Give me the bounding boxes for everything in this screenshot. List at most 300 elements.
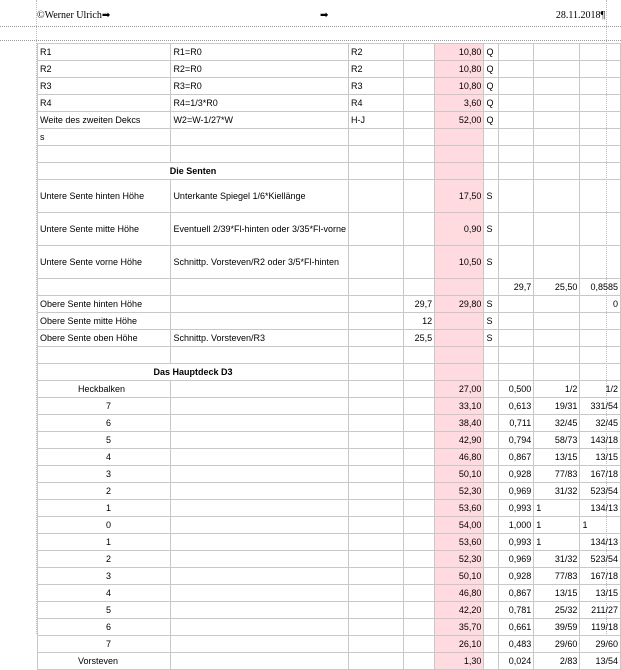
table-cell[interactable] (484, 449, 499, 466)
table-cell[interactable] (534, 296, 580, 313)
table-cell[interactable]: 134/13 (580, 500, 621, 517)
table-cell[interactable] (403, 95, 434, 112)
table-cell[interactable] (171, 347, 349, 364)
table-cell[interactable] (171, 653, 349, 670)
table-cell[interactable] (435, 347, 484, 364)
table-cell[interactable] (171, 146, 349, 163)
table-cell[interactable]: 0,993 (499, 500, 534, 517)
table-cell[interactable] (403, 585, 434, 602)
table-cell[interactable] (499, 330, 534, 347)
table-cell[interactable] (484, 602, 499, 619)
table-cell[interactable] (349, 347, 404, 364)
table-cell[interactable]: 25,50 (534, 279, 580, 296)
table-cell[interactable] (499, 112, 534, 129)
table-cell[interactable] (171, 381, 349, 398)
table-cell[interactable]: 0,969 (499, 483, 534, 500)
table-cell[interactable]: 25/32 (534, 602, 580, 619)
table-cell[interactable] (499, 78, 534, 95)
table-cell[interactable] (349, 619, 404, 636)
table-cell[interactable]: Heckbalken (38, 381, 171, 398)
table-cell[interactable]: R4 (38, 95, 171, 112)
table-cell[interactable]: R4 (349, 95, 404, 112)
table-cell[interactable] (403, 500, 434, 517)
table-cell[interactable]: 167/18 (580, 568, 621, 585)
table-cell[interactable]: Vorsteven (38, 653, 171, 670)
table-cell[interactable] (580, 213, 621, 246)
table-cell[interactable] (435, 146, 484, 163)
table-cell[interactable]: 13/15 (580, 449, 621, 466)
table-cell[interactable] (580, 112, 621, 129)
table-cell[interactable]: 13/15 (534, 585, 580, 602)
table-cell[interactable]: 3,60 (435, 95, 484, 112)
table-cell[interactable]: S (484, 313, 499, 330)
table-cell[interactable] (171, 466, 349, 483)
table-cell[interactable] (484, 653, 499, 670)
table-cell[interactable] (534, 313, 580, 330)
table-cell[interactable] (534, 213, 580, 246)
table-cell[interactable]: W2=W-1/27*W (171, 112, 349, 129)
table-cell[interactable]: 53,60 (435, 500, 484, 517)
table-cell[interactable]: 52,30 (435, 551, 484, 568)
table-cell[interactable]: Q (484, 44, 499, 61)
table-cell[interactable]: 4 (38, 449, 171, 466)
table-cell[interactable] (349, 449, 404, 466)
table-cell[interactable] (484, 568, 499, 585)
table-cell[interactable] (38, 347, 171, 364)
table-cell[interactable] (171, 636, 349, 653)
table-cell[interactable]: 0,928 (499, 466, 534, 483)
table-cell[interactable]: Schnittp. Vorsteven/R2 oder 3/5*Fl-hinten (171, 246, 349, 279)
table-cell[interactable] (403, 619, 434, 636)
table-cell[interactable]: 0,613 (499, 398, 534, 415)
table-cell[interactable]: 167/18 (580, 466, 621, 483)
table-cell[interactable] (435, 279, 484, 296)
table-cell[interactable] (435, 364, 484, 381)
table-cell[interactable]: 3 (38, 466, 171, 483)
table-cell[interactable] (171, 619, 349, 636)
table-cell[interactable] (403, 78, 434, 95)
table-cell[interactable] (349, 500, 404, 517)
table-cell[interactable]: Unterkante Spiegel 1/6*Kiellänge (171, 180, 349, 213)
table-cell[interactable] (171, 398, 349, 415)
table-cell[interactable] (499, 146, 534, 163)
table-cell[interactable]: 2/83 (534, 653, 580, 670)
table-cell[interactable]: 7 (38, 636, 171, 653)
table-cell[interactable]: 13/54 (580, 653, 621, 670)
table-cell[interactable]: S (484, 246, 499, 279)
table-cell[interactable] (403, 364, 434, 381)
table-cell[interactable]: Untere Sente hinten Höhe (38, 180, 171, 213)
table-cell[interactable]: Obere Sente mitte Höhe (38, 313, 171, 330)
table-cell[interactable] (435, 129, 484, 146)
table-cell[interactable]: 35,70 (435, 619, 484, 636)
table-cell[interactable] (534, 61, 580, 78)
table-cell[interactable]: 50,10 (435, 568, 484, 585)
table-cell[interactable] (534, 112, 580, 129)
table-cell[interactable]: Q (484, 61, 499, 78)
table-cell[interactable] (171, 551, 349, 568)
table-cell[interactable] (484, 415, 499, 432)
table-cell[interactable]: 10,50 (435, 246, 484, 279)
table-cell[interactable] (349, 432, 404, 449)
table-cell[interactable] (484, 585, 499, 602)
table-cell[interactable]: 1 (534, 517, 580, 534)
table-cell[interactable]: 42,90 (435, 432, 484, 449)
table-cell[interactable] (403, 517, 434, 534)
table-cell[interactable]: 7 (38, 398, 171, 415)
section-heading[interactable]: Die Senten (38, 163, 349, 180)
table-cell[interactable]: R4=1/3*R0 (171, 95, 349, 112)
table-cell[interactable] (403, 653, 434, 670)
table-cell[interactable] (38, 279, 171, 296)
table-cell[interactable] (580, 246, 621, 279)
table-cell[interactable] (534, 78, 580, 95)
table-cell[interactable] (484, 483, 499, 500)
table-cell[interactable] (499, 95, 534, 112)
table-cell[interactable]: R2=R0 (171, 61, 349, 78)
table-cell[interactable]: 38,40 (435, 415, 484, 432)
table-cell[interactable] (349, 313, 404, 330)
table-cell[interactable] (349, 163, 404, 180)
table-cell[interactable] (349, 246, 404, 279)
table-cell[interactable] (403, 534, 434, 551)
table-cell[interactable] (484, 279, 499, 296)
table-cell[interactable] (349, 213, 404, 246)
table-cell[interactable]: 10,80 (435, 78, 484, 95)
table-cell[interactable]: 1,000 (499, 517, 534, 534)
table-cell[interactable] (349, 517, 404, 534)
table-cell[interactable]: 0 (580, 296, 621, 313)
table-cell[interactable]: 211/27 (580, 602, 621, 619)
table-cell[interactable]: 0,781 (499, 602, 534, 619)
table-cell[interactable] (403, 381, 434, 398)
table-cell[interactable]: 1 (38, 534, 171, 551)
table-cell[interactable]: 77/83 (534, 466, 580, 483)
table-cell[interactable]: 0,483 (499, 636, 534, 653)
table-cell[interactable] (484, 129, 499, 146)
table-cell[interactable]: 42,20 (435, 602, 484, 619)
table-cell[interactable] (171, 500, 349, 517)
table-cell[interactable]: S (484, 213, 499, 246)
table-cell[interactable] (349, 129, 404, 146)
table-cell[interactable]: 27,00 (435, 381, 484, 398)
table-cell[interactable] (534, 129, 580, 146)
table-cell[interactable]: 0,794 (499, 432, 534, 449)
table-cell[interactable]: 0,661 (499, 619, 534, 636)
table-cell[interactable] (499, 213, 534, 246)
table-cell[interactable] (349, 296, 404, 313)
table-cell[interactable] (580, 330, 621, 347)
table-cell[interactable]: 331/54 (580, 398, 621, 415)
table-cell[interactable]: 0,928 (499, 568, 534, 585)
table-cell[interactable] (403, 636, 434, 653)
table-cell[interactable] (499, 129, 534, 146)
table-cell[interactable] (349, 146, 404, 163)
table-cell[interactable]: Eventuell 2/39*Fl-hinten oder 3/35*Fl-vorne (171, 213, 349, 246)
table-cell[interactable]: R2 (38, 61, 171, 78)
table-cell[interactable]: 32/45 (580, 415, 621, 432)
table-cell[interactable] (403, 602, 434, 619)
table-cell[interactable] (403, 112, 434, 129)
table-cell[interactable] (580, 61, 621, 78)
table-cell[interactable] (403, 449, 434, 466)
table-cell[interactable] (403, 246, 434, 279)
table-cell[interactable]: 523/54 (580, 551, 621, 568)
table-cell[interactable]: 1/2 (580, 381, 621, 398)
table-cell[interactable]: Q (484, 95, 499, 112)
table-cell[interactable]: 10,80 (435, 44, 484, 61)
table-cell[interactable]: 0 (38, 517, 171, 534)
table-cell[interactable] (484, 432, 499, 449)
table-cell[interactable] (349, 330, 404, 347)
table-cell[interactable] (171, 534, 349, 551)
table-cell[interactable]: 19/31 (534, 398, 580, 415)
table-cell[interactable]: 5 (38, 432, 171, 449)
table-cell[interactable] (349, 636, 404, 653)
table-cell[interactable] (403, 347, 434, 364)
table-cell[interactable] (580, 163, 621, 180)
table-cell[interactable] (580, 44, 621, 61)
table-cell[interactable] (171, 279, 349, 296)
table-cell[interactable] (534, 347, 580, 364)
table-cell[interactable] (349, 551, 404, 568)
table-cell[interactable]: 0,8585 (580, 279, 621, 296)
table-cell[interactable] (171, 129, 349, 146)
table-cell[interactable]: s (38, 129, 171, 146)
table-cell[interactable]: 523/54 (580, 483, 621, 500)
table-cell[interactable] (171, 415, 349, 432)
table-cell[interactable] (403, 129, 434, 146)
table-cell[interactable] (580, 129, 621, 146)
table-cell[interactable] (349, 483, 404, 500)
table-cell[interactable] (580, 180, 621, 213)
table-cell[interactable]: 2 (38, 483, 171, 500)
table-cell[interactable] (349, 381, 404, 398)
table-cell[interactable] (171, 313, 349, 330)
table-cell[interactable] (349, 364, 404, 381)
table-cell[interactable]: 0,867 (499, 585, 534, 602)
table-cell[interactable]: Obere Sente oben Höhe (38, 330, 171, 347)
section-heading[interactable]: Das Hauptdeck D3 (38, 364, 349, 381)
table-cell[interactable]: 53,60 (435, 534, 484, 551)
table-cell[interactable]: 0,993 (499, 534, 534, 551)
table-cell[interactable] (349, 602, 404, 619)
table-cell[interactable] (403, 398, 434, 415)
table-cell[interactable]: 0,024 (499, 653, 534, 670)
table-cell[interactable] (435, 330, 484, 347)
table-cell[interactable]: 26,10 (435, 636, 484, 653)
table-cell[interactable] (403, 180, 434, 213)
table-cell[interactable] (580, 146, 621, 163)
table-cell[interactable]: 6 (38, 619, 171, 636)
table-cell[interactable]: 54,00 (435, 517, 484, 534)
table-cell[interactable]: 29,7 (403, 296, 434, 313)
table-cell[interactable]: 0,711 (499, 415, 534, 432)
table-cell[interactable]: 1 (534, 500, 580, 517)
table-cell[interactable] (403, 551, 434, 568)
table-cell[interactable] (435, 313, 484, 330)
table-cell[interactable]: Q (484, 78, 499, 95)
table-cell[interactable] (403, 61, 434, 78)
table-cell[interactable]: 29,80 (435, 296, 484, 313)
table-cell[interactable] (349, 415, 404, 432)
table-cell[interactable] (403, 213, 434, 246)
table-cell[interactable] (499, 163, 534, 180)
table-cell[interactable] (580, 313, 621, 330)
table-cell[interactable]: S (484, 296, 499, 313)
table-cell[interactable]: 77/83 (534, 568, 580, 585)
table-cell[interactable]: Obere Sente hinten Höhe (38, 296, 171, 313)
table-cell[interactable]: 6 (38, 415, 171, 432)
table-cell[interactable] (499, 246, 534, 279)
table-cell[interactable] (171, 449, 349, 466)
table-cell[interactable]: 29/60 (580, 636, 621, 653)
table-cell[interactable]: 0,867 (499, 449, 534, 466)
table-cell[interactable] (38, 146, 171, 163)
table-cell[interactable] (534, 364, 580, 381)
table-cell[interactable]: S (484, 180, 499, 213)
table-cell[interactable]: 25,5 (403, 330, 434, 347)
table-cell[interactable] (403, 279, 434, 296)
table-cell[interactable]: 31/32 (534, 483, 580, 500)
table-cell[interactable] (484, 364, 499, 381)
table-cell[interactable]: R2 (349, 44, 404, 61)
table-cell[interactable] (171, 517, 349, 534)
table-cell[interactable] (349, 279, 404, 296)
table-cell[interactable] (171, 568, 349, 585)
table-cell[interactable]: 52,30 (435, 483, 484, 500)
table-cell[interactable]: 33,10 (435, 398, 484, 415)
table-cell[interactable]: 1/2 (534, 381, 580, 398)
table-cell[interactable] (484, 636, 499, 653)
table-cell[interactable]: 52,00 (435, 112, 484, 129)
table-cell[interactable] (484, 619, 499, 636)
table-cell[interactable]: R1 (38, 44, 171, 61)
table-cell[interactable]: 0,500 (499, 381, 534, 398)
table-cell[interactable] (499, 364, 534, 381)
table-cell[interactable] (499, 313, 534, 330)
table-cell[interactable] (499, 61, 534, 78)
table-cell[interactable] (349, 585, 404, 602)
table-cell[interactable] (534, 95, 580, 112)
table-cell[interactable]: 46,80 (435, 585, 484, 602)
table-cell[interactable]: 29,7 (499, 279, 534, 296)
table-cell[interactable]: 13/15 (534, 449, 580, 466)
table-cell[interactable] (403, 483, 434, 500)
table-cell[interactable]: 5 (38, 602, 171, 619)
table-cell[interactable] (484, 347, 499, 364)
table-cell[interactable]: 32/45 (534, 415, 580, 432)
table-cell[interactable] (484, 500, 499, 517)
table-cell[interactable]: 50,10 (435, 466, 484, 483)
table-cell[interactable] (403, 568, 434, 585)
table-cell[interactable] (580, 95, 621, 112)
table-cell[interactable] (534, 44, 580, 61)
table-cell[interactable] (534, 163, 580, 180)
table-cell[interactable]: R3=R0 (171, 78, 349, 95)
table-cell[interactable]: 31/32 (534, 551, 580, 568)
table-cell[interactable]: 1 (580, 517, 621, 534)
table-cell[interactable] (484, 163, 499, 180)
table-cell[interactable]: 58/73 (534, 432, 580, 449)
table-cell[interactable] (484, 146, 499, 163)
table-cell[interactable]: 119/18 (580, 619, 621, 636)
table-cell[interactable] (349, 653, 404, 670)
table-cell[interactable] (534, 246, 580, 279)
table-cell[interactable]: Untere Sente vorne Höhe (38, 246, 171, 279)
table-cell[interactable] (534, 330, 580, 347)
table-cell[interactable] (349, 466, 404, 483)
table-cell[interactable] (484, 517, 499, 534)
table-cell[interactable]: 2 (38, 551, 171, 568)
table-cell[interactable]: Weite des zweiten Dekcs (38, 112, 171, 129)
table-cell[interactable] (403, 415, 434, 432)
table-cell[interactable] (171, 483, 349, 500)
table-cell[interactable]: 10,80 (435, 61, 484, 78)
table-cell[interactable] (534, 146, 580, 163)
table-cell[interactable]: S (484, 330, 499, 347)
table-cell[interactable] (580, 347, 621, 364)
table-cell[interactable]: 1 (534, 534, 580, 551)
table-cell[interactable]: Schnittp. Vorsteven/R3 (171, 330, 349, 347)
table-cell[interactable] (403, 163, 434, 180)
table-cell[interactable] (403, 432, 434, 449)
table-cell[interactable] (171, 602, 349, 619)
table-cell[interactable]: 134/13 (580, 534, 621, 551)
table-cell[interactable] (499, 180, 534, 213)
table-cell[interactable] (403, 44, 434, 61)
table-cell[interactable] (484, 381, 499, 398)
table-cell[interactable] (435, 163, 484, 180)
table-cell[interactable] (349, 534, 404, 551)
table-cell[interactable] (403, 146, 434, 163)
table-cell[interactable] (484, 551, 499, 568)
table-cell[interactable] (171, 585, 349, 602)
table-cell[interactable] (171, 296, 349, 313)
table-cell[interactable]: R2 (349, 61, 404, 78)
table-cell[interactable]: 29/60 (534, 636, 580, 653)
table-cell[interactable]: 39/59 (534, 619, 580, 636)
table-cell[interactable]: 0,969 (499, 551, 534, 568)
table-cell[interactable]: Untere Sente mitte Höhe (38, 213, 171, 246)
table-cell[interactable]: 0,90 (435, 213, 484, 246)
table-cell[interactable]: 1 (38, 500, 171, 517)
table-cell[interactable] (349, 568, 404, 585)
table-cell[interactable]: 12 (403, 313, 434, 330)
table-cell[interactable] (499, 296, 534, 313)
table-cell[interactable]: Q (484, 112, 499, 129)
table-cell[interactable]: 1,30 (435, 653, 484, 670)
table-cell[interactable] (349, 180, 404, 213)
table-cell[interactable] (499, 347, 534, 364)
table-cell[interactable] (484, 398, 499, 415)
table-cell[interactable] (403, 466, 434, 483)
table-cell[interactable] (534, 180, 580, 213)
table-cell[interactable] (499, 44, 534, 61)
table-cell[interactable]: 4 (38, 585, 171, 602)
table-cell[interactable] (171, 432, 349, 449)
table-cell[interactable] (349, 398, 404, 415)
table-cell[interactable]: 3 (38, 568, 171, 585)
table-cell[interactable]: R3 (349, 78, 404, 95)
table-cell[interactable]: 13/15 (580, 585, 621, 602)
table-cell[interactable] (580, 364, 621, 381)
table-cell[interactable] (484, 466, 499, 483)
table-cell[interactable] (484, 534, 499, 551)
table-cell[interactable]: H-J (349, 112, 404, 129)
table-cell[interactable]: 143/18 (580, 432, 621, 449)
table-cell[interactable]: R1=R0 (171, 44, 349, 61)
